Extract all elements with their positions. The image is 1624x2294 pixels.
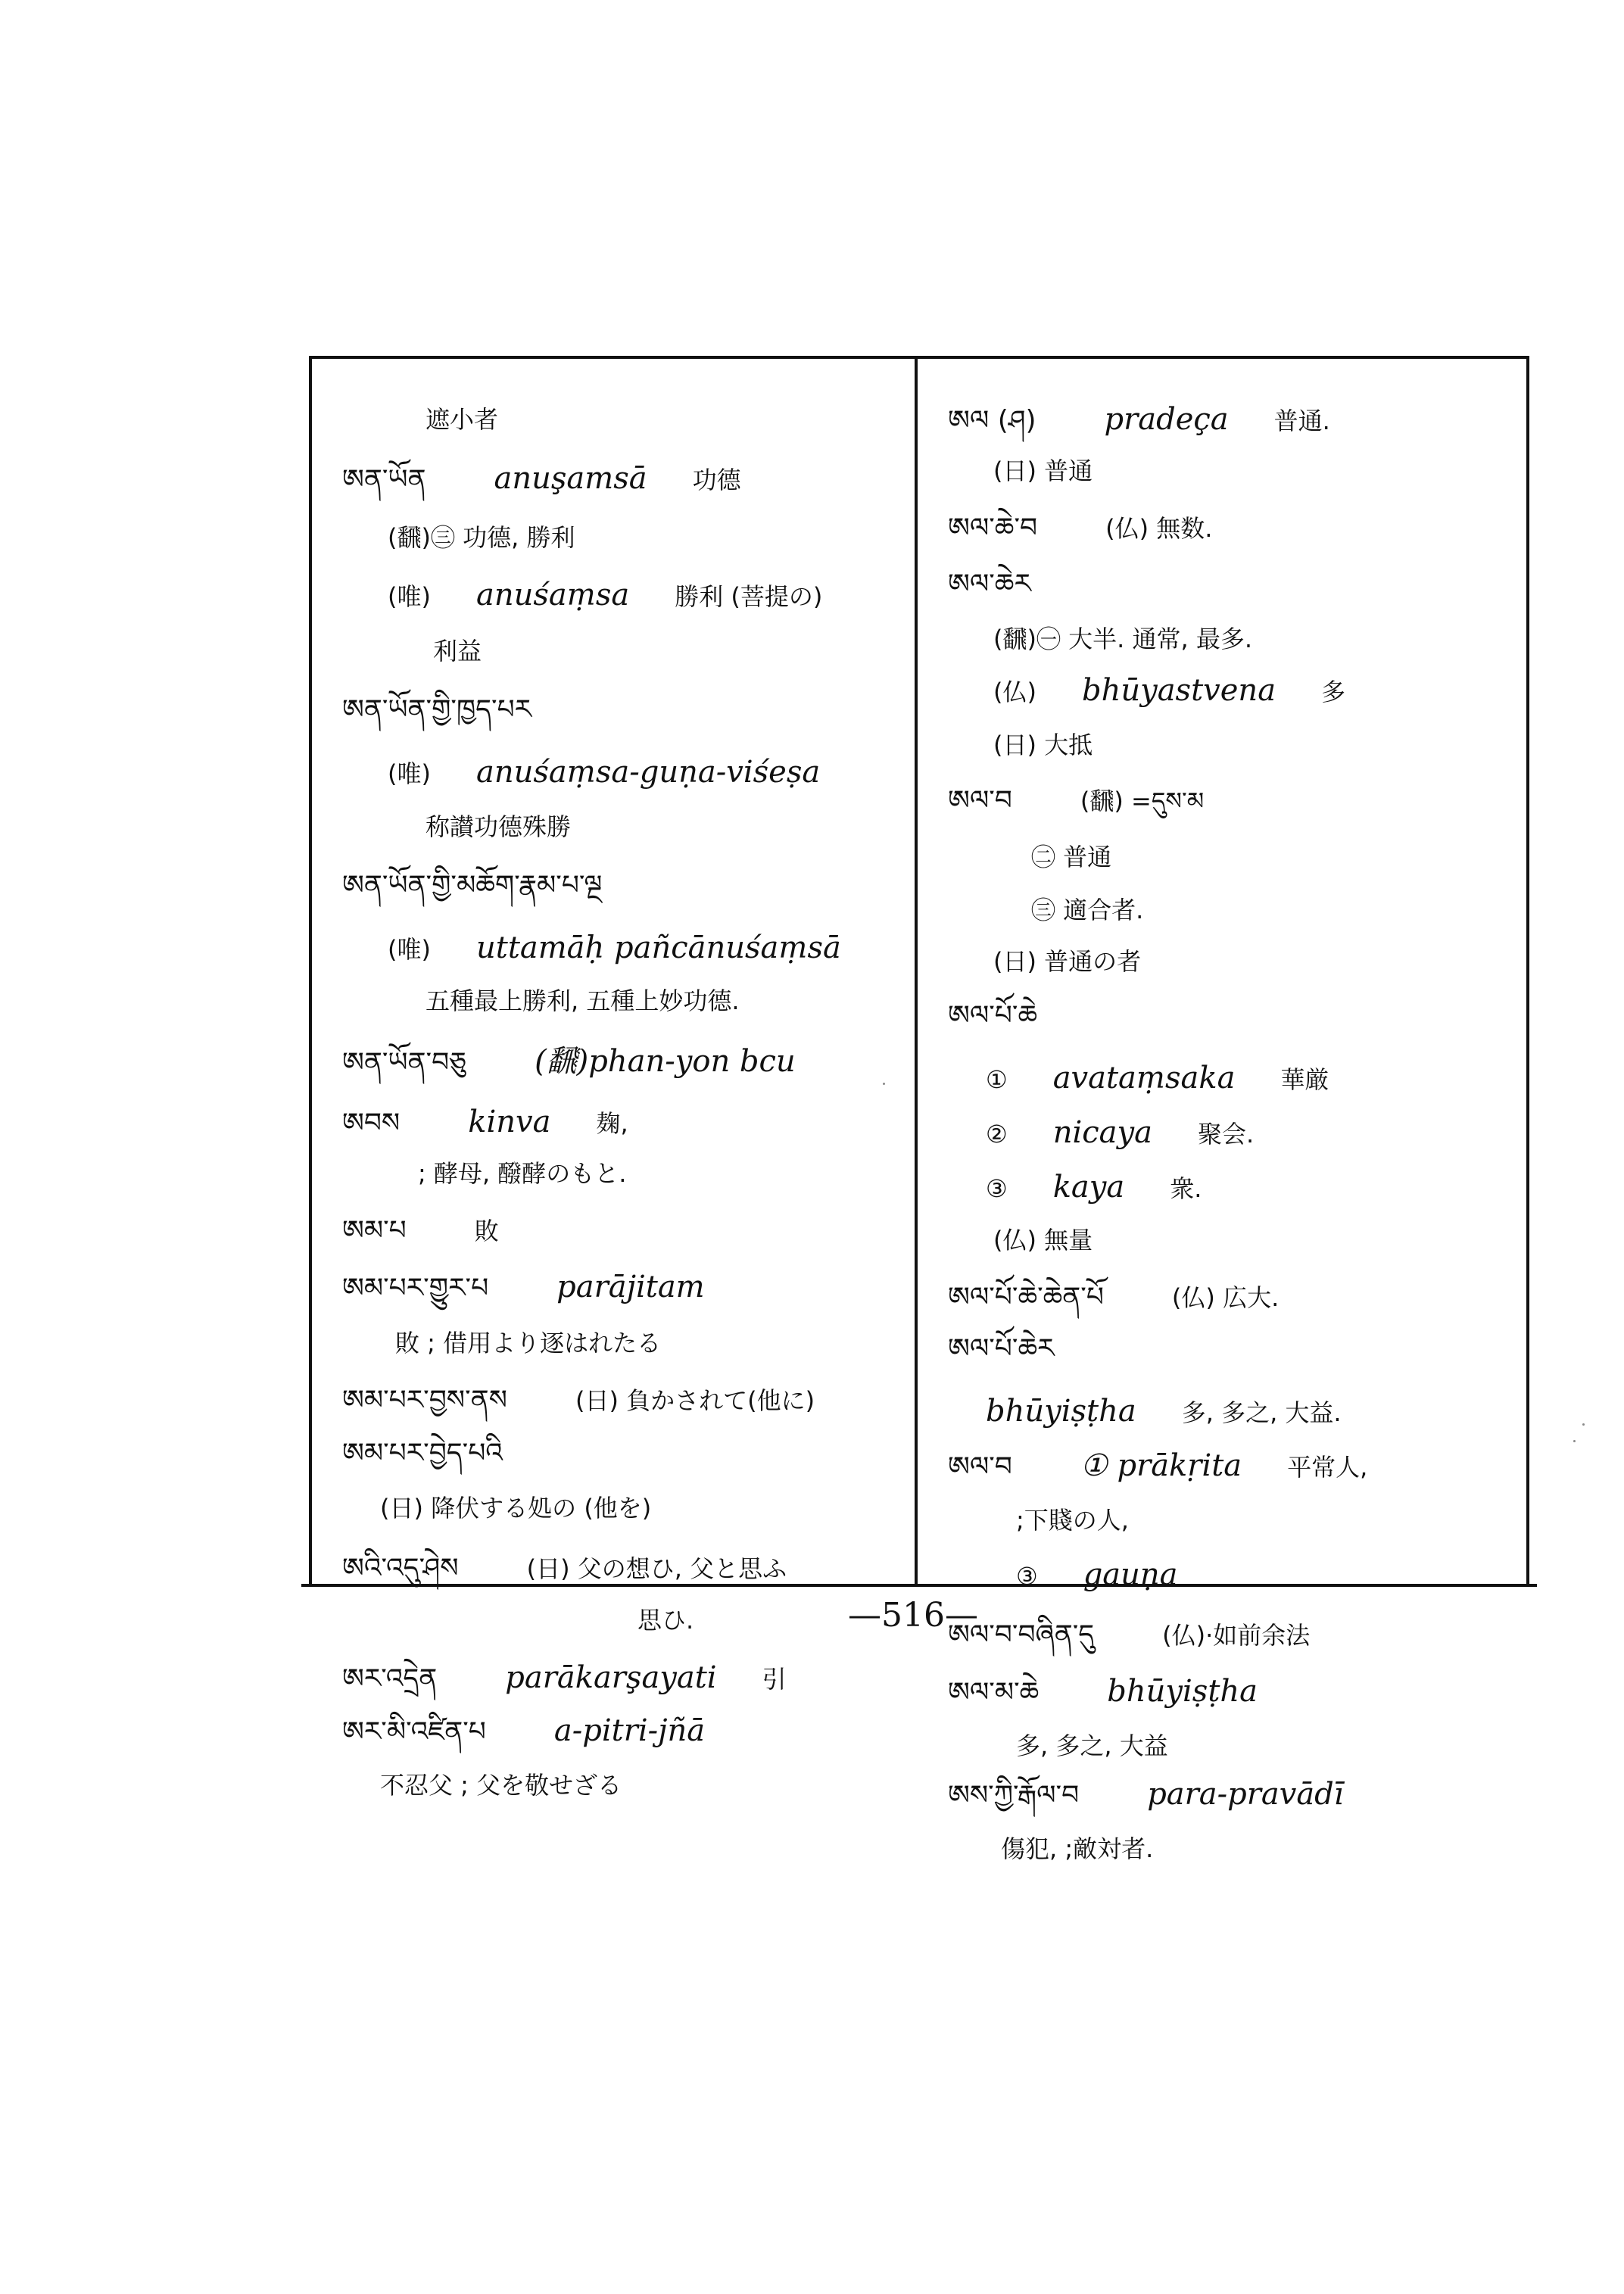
entry-line [948, 403, 1330, 438]
entry-line [1016, 1504, 1129, 1537]
japanese-gloss: (日) 降伏する処の (他を) [380, 1494, 652, 1523]
page-number: —516— [848, 1596, 978, 1635]
source-marker: ② [986, 1120, 1008, 1149]
japanese-gloss: 利益 [433, 637, 482, 665]
entry-line [948, 1619, 1310, 1652]
japanese-gloss: 功德 [692, 466, 741, 494]
entry-line [342, 693, 531, 727]
tibetan-headword: ཨལ་བ [948, 1451, 1012, 1482]
sanskrit-term: parājitam [556, 1270, 705, 1304]
tibetan-headword: ཨམ་པར་བྱས་ནས [342, 1385, 507, 1416]
japanese-gloss: (飜)㊀ 大半. 通常, 最多. [993, 625, 1253, 653]
entry-line [342, 1105, 628, 1140]
entry-line [986, 1116, 1254, 1151]
entry-line [342, 1714, 705, 1749]
entry-line [986, 1395, 1342, 1429]
tibetan-headword: ཨལ་པོ་ཆེར [948, 1333, 1055, 1364]
entry-line [1001, 1832, 1153, 1865]
japanese-gloss: 多 [1321, 678, 1346, 706]
scan-speck [1582, 1423, 1585, 1426]
entry-line [1031, 840, 1111, 874]
sanskrit-term: kinva [468, 1105, 551, 1139]
tibetan-headword: ཨམ་པར་གྱུར་པ [342, 1273, 489, 1304]
entry-line [1016, 1558, 1178, 1593]
entry-line [948, 512, 1212, 545]
entry-line [1016, 1729, 1168, 1763]
source-marker: (唯) [388, 935, 431, 964]
japanese-gloss: (日) 普通 [993, 457, 1093, 485]
entry-line [948, 1675, 1258, 1710]
source-marker: ① [986, 1065, 1008, 1094]
japanese-gloss: 敗 ; 借用より逐はれたる [395, 1329, 662, 1357]
source-marker: ③ [1016, 1562, 1038, 1591]
entry-line [993, 454, 1093, 488]
japanese-gloss: 多, 多之, 大益 [1016, 1731, 1168, 1760]
tibetan-headword: ཨལ་ཆེ་བ [948, 513, 1038, 544]
sanskrit-term: avataṃsaka [1052, 1061, 1236, 1096]
japanese-gloss: (仏) 広大. [1171, 1283, 1280, 1312]
tibetan-headword: ཨན་ཡོན་བཅུ [342, 1047, 467, 1078]
japanese-gloss: (日) 大抵 [993, 731, 1093, 759]
entry-line [993, 622, 1252, 656]
entry-line [986, 1170, 1202, 1205]
japanese-gloss: 五種最上勝利, 五種上妙功德. [425, 986, 740, 1015]
entry-line [342, 1045, 796, 1080]
tibetan-headword: ཨལ་བ [948, 785, 1012, 816]
entry-line [342, 1214, 499, 1248]
entry-line [948, 1332, 1055, 1366]
entry-line [948, 1778, 1344, 1812]
japanese-gloss: ;下賤の人, [1016, 1506, 1129, 1535]
entry-line [380, 1769, 622, 1802]
sanskrit-term: pradeça [1104, 402, 1229, 437]
entry-line [425, 403, 498, 436]
tibetan-headword: ཨལ་པོ་ཆེ [948, 1000, 1038, 1031]
tibetan-headword: ཨམ་པ [342, 1215, 407, 1246]
tibetan-headword: ཨལ་མ་ཆེ [948, 1677, 1040, 1708]
entry-line [433, 634, 482, 668]
tibetan-headword: ཨལ་པོ་ཆེ་ཆེན་པོ [948, 1282, 1104, 1313]
entry-line [948, 1281, 1279, 1314]
sanskrit-term: gauṇa [1083, 1557, 1178, 1592]
japanese-gloss: 思ひ. [637, 1606, 694, 1635]
sanskrit-term: bhūyastvena [1081, 673, 1276, 708]
sanskrit-term: nicaya [1052, 1115, 1152, 1150]
entry-line [948, 784, 1204, 818]
entry-line [342, 1437, 503, 1470]
entry-line [425, 810, 571, 843]
japanese-gloss: 平常人, [1287, 1453, 1368, 1482]
entry-line [993, 728, 1093, 762]
tibetan-headword: ཨར་འདྲེན [342, 1663, 438, 1694]
sanskrit-term: uttamāḥ pañcānuśaṃsā [475, 930, 841, 965]
entry-line [342, 1552, 787, 1585]
tibetan-headword: ཨམ་པར་བྱེད་པའི [342, 1438, 503, 1469]
japanese-gloss: ; 酵母, 醱酵のもと. [418, 1159, 627, 1188]
japanese-gloss: (飜) =དུས་མ [1080, 787, 1205, 815]
japanese-gloss: 不忍父 ; 父を敬せざる [380, 1771, 622, 1800]
japanese-gloss: (仏) 無量 [993, 1226, 1093, 1255]
sanskrit-term: anuśaṃsa-guṇa-viśeṣa [475, 755, 821, 790]
tibetan-headword: ཨལ (ཤ) [948, 405, 1036, 436]
scan-speck [1573, 1440, 1576, 1442]
tibetan-headword: ཨའི་འདུ་ཤེས [342, 1553, 459, 1584]
japanese-gloss: (仏)·如前余法 [1162, 1621, 1311, 1650]
sanskrit-term: para-pravādī [1147, 1777, 1344, 1812]
source-marker: (唯) [388, 582, 431, 611]
entry-line [395, 1326, 661, 1360]
tibetan-headword: ཨས་ཀྱི་རྒོལ་བ [948, 1780, 1080, 1811]
japanese-gloss: (仏) 無数. [1105, 514, 1213, 543]
japanese-gloss: 聚会. [1197, 1120, 1255, 1149]
japanese-gloss: 敗 [474, 1217, 499, 1245]
source-marker: ③ [986, 1174, 1008, 1203]
entry-line [425, 984, 740, 1018]
japanese-gloss: (日) 父の想ひ, 父と思ふ [526, 1554, 787, 1583]
sanskrit-term: anuśaṃsa [475, 578, 630, 612]
sanskrit-term: parākarşayati [505, 1660, 717, 1695]
sanskrit-term: (飜)phan-yon bcu [535, 1044, 796, 1079]
sanskrit-term: bhūyiṣṭha [1107, 1674, 1258, 1709]
entry-line [342, 462, 741, 497]
entry-line [342, 1661, 787, 1696]
tibetan-headword: ཨལ་བ་བཞིན་དུ [948, 1619, 1095, 1650]
tibetan-headword: ཨབས [342, 1108, 401, 1139]
japanese-gloss: ㊂ 適合者. [1031, 896, 1144, 924]
sanskrit-term: a-pitri-jñā [553, 1713, 706, 1748]
scan-speck [883, 1083, 885, 1085]
entry-line [380, 1491, 651, 1525]
tibetan-headword: ཨར་མི་འཛིན་པ [342, 1716, 486, 1747]
entry-line [993, 1223, 1093, 1257]
entry-line [948, 999, 1037, 1033]
japanese-gloss: (飜)㊂ 功德, 勝利 [388, 523, 575, 552]
japanese-gloss: 衆. [1170, 1174, 1202, 1203]
right-column [918, 356, 1526, 1863]
entry-line [993, 945, 1141, 978]
entry-line [342, 1270, 705, 1305]
sanskrit-term: bhūyiṣṭha [986, 1394, 1136, 1429]
japanese-gloss: 称讃功德殊勝 [425, 812, 572, 841]
japanese-gloss: (日) 普通の者 [993, 947, 1142, 976]
japanese-gloss: 華厳 [1280, 1065, 1329, 1094]
entry-line [1031, 893, 1143, 927]
source-marker: (仏) [993, 678, 1036, 706]
japanese-gloss: ㊁ 普通 [1031, 843, 1112, 871]
tibetan-headword: ཨན་ཡོན་གྱི་མཆོག་རྣམ་པ་ལྔ [342, 870, 603, 901]
sanskrit-term: ① prākṛita [1080, 1448, 1242, 1483]
japanese-gloss: 普通. [1273, 407, 1330, 435]
heading-text: 遮小者 [425, 405, 499, 434]
entry-line [342, 869, 602, 902]
entry-line [948, 568, 1031, 601]
entry-line [388, 756, 820, 790]
japanese-gloss: 傷犯, ;敵対者. [1001, 1834, 1154, 1863]
japanese-gloss: (日) 負かされて(他に) [575, 1386, 815, 1415]
japanese-gloss: 麹, [596, 1109, 628, 1138]
entry-line [993, 674, 1345, 709]
entry-line [637, 1604, 694, 1637]
entry-line [986, 1061, 1329, 1096]
sanskrit-term: anuşamsā [494, 461, 647, 496]
entry-line [388, 931, 841, 966]
entry-line [388, 578, 822, 613]
japanese-gloss: 引 [762, 1665, 787, 1694]
tibetan-headword: ཨན་ཡོན [342, 464, 426, 495]
tibetan-headword: ཨལ་ཆེར [948, 569, 1031, 600]
entry-line [948, 1449, 1367, 1484]
entry-line [418, 1157, 626, 1190]
entry-line [342, 1384, 815, 1417]
sanskrit-term: kaya [1052, 1170, 1125, 1205]
tibetan-headword: ཨན་ཡོན་གྱི་ཁྱད་པར [342, 694, 532, 725]
entry-line [388, 521, 575, 554]
japanese-gloss: 多, 多之, 大益. [1181, 1398, 1342, 1427]
japanese-gloss: 勝利 (菩提の) [675, 582, 823, 611]
source-marker: (唯) [388, 759, 431, 788]
